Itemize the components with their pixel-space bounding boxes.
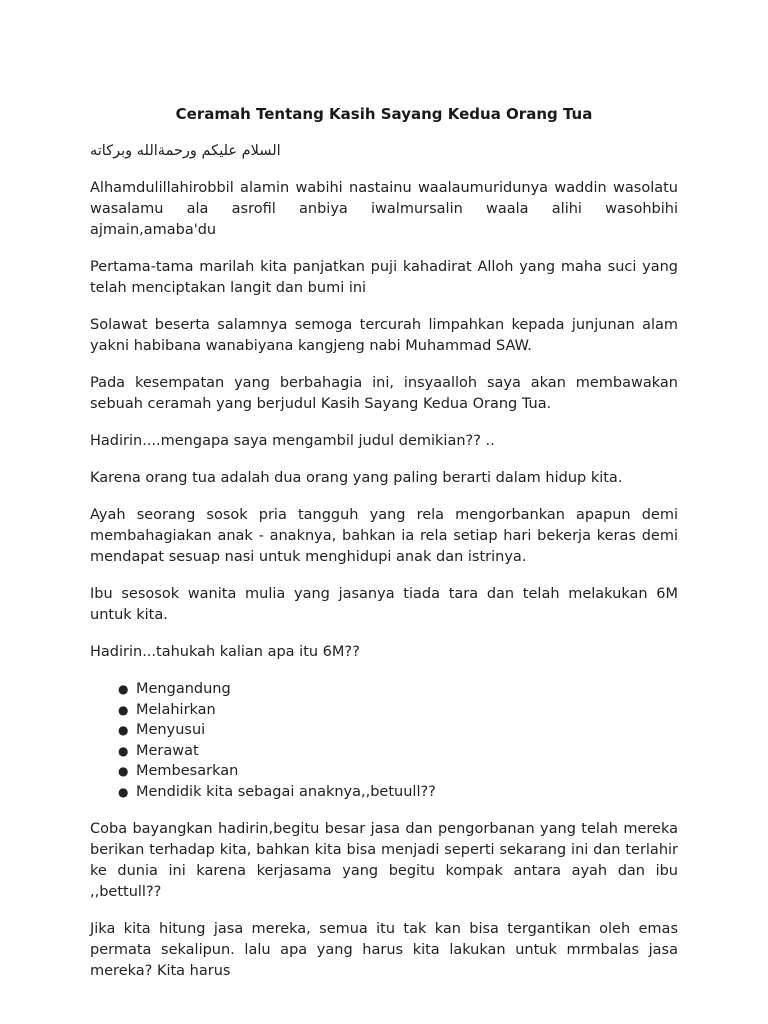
paragraph: Pertama-tama marilah kita panjatkan puji kahadirat Alloh yang maha suci yang telah menciptakan langit dan bumi ini bbox=[90, 259, 678, 296]
list-item-text: Mengandung bbox=[136, 681, 231, 697]
list-item-text: Merawat bbox=[136, 742, 199, 759]
bullet-icon: ● bbox=[118, 723, 129, 738]
bullet-icon: ● bbox=[118, 682, 129, 696]
bullet-icon: ● bbox=[118, 702, 129, 717]
list-item bbox=[118, 782, 678, 803]
paragraph: Solawat beserta salamnya semoga tercurah limpahkan kepada junjunan alam yakni habibana wanabiyana kangjeng nabi Muhammad SAW. bbox=[90, 317, 678, 354]
list-item-text: Mendidik kita sebagai anaknya,,betuull?? bbox=[136, 783, 436, 800]
list-item bbox=[118, 761, 678, 782]
bullet-icon: ● bbox=[118, 764, 129, 779]
document-title: Ceramah Tentang Kasih Sayang Kedua Orang Tua bbox=[175, 105, 593, 123]
list-item bbox=[118, 700, 678, 721]
paragraph: Coba bayangkan hadirin,begitu besar jasa dan pengorbanan yang telah mereka berikan terhadap kita, bahkan kita bisa menjadi seperti sekarang ini dan terlahir ke dunia ini karena kerjasama yang begitu kompak antara ayah dan ibu ,,bettull?? bbox=[90, 820, 678, 900]
arabic-greeting-text: السلام عليكم ورحمةالله وبركاته bbox=[90, 143, 281, 159]
paragraph: Hadirin....mengapa saya mengambil judul demikian?? .. bbox=[90, 433, 495, 449]
paragraph: Ayah seorang sosok pria tangguh yang rela mengorbankan apapun demi membahagiakan anak - anaknya, bahkan ia rela setiap hari bekerja keras demi mendapat sesuap nasi untuk menghidupi anak dan istrinya. bbox=[90, 507, 678, 565]
list-item-text: Melahirkan bbox=[136, 701, 216, 718]
six-m-list bbox=[90, 679, 678, 803]
paragraph: Pada kesempatan yang berbahagia ini, insyaalloh saya akan membawakan sebuah ceramah yang berjudul Kasih Sayang Kedua Orang Tua. bbox=[90, 375, 678, 412]
arabic-greeting bbox=[90, 141, 678, 162]
paragraphs-before-list bbox=[90, 178, 678, 663]
paragraph: Jika kita hitung jasa mereka, semua itu tak kan bisa tergantikan oleh emas permata sekalipun. lalu apa yang harus kita lakukan untuk mrmbalas jasa mereka? Kita harus bbox=[90, 920, 678, 979]
paragraphs-after-list bbox=[90, 819, 678, 982]
list-item-text: Membesarkan bbox=[136, 763, 239, 780]
bullet-icon: ● bbox=[118, 743, 129, 758]
list-item-text: Menyusui bbox=[136, 722, 206, 739]
paragraph: Hadirin...tahukah kalian apa itu 6M?? bbox=[90, 644, 360, 660]
paragraph: Karena orang tua adalah dua orang yang paling berarti dalam hidup kita. bbox=[90, 470, 623, 486]
paragraph: Alhamdulillahirobbil alamin wabihi nastainu waalaumuridunya waddin wasolatu wasalamu ala asrofil anbiya iwalmursalin waala alihi wasohbihi ajmain,amaba'du bbox=[90, 180, 678, 238]
paragraph: Ibu sesosok wanita mulia yang jasanya tiada tara dan telah melakukan 6M untuk kita. bbox=[90, 586, 678, 623]
bullet-icon: ● bbox=[118, 784, 129, 799]
list-item bbox=[118, 741, 678, 762]
list-item bbox=[118, 720, 678, 741]
list-item bbox=[118, 679, 678, 700]
